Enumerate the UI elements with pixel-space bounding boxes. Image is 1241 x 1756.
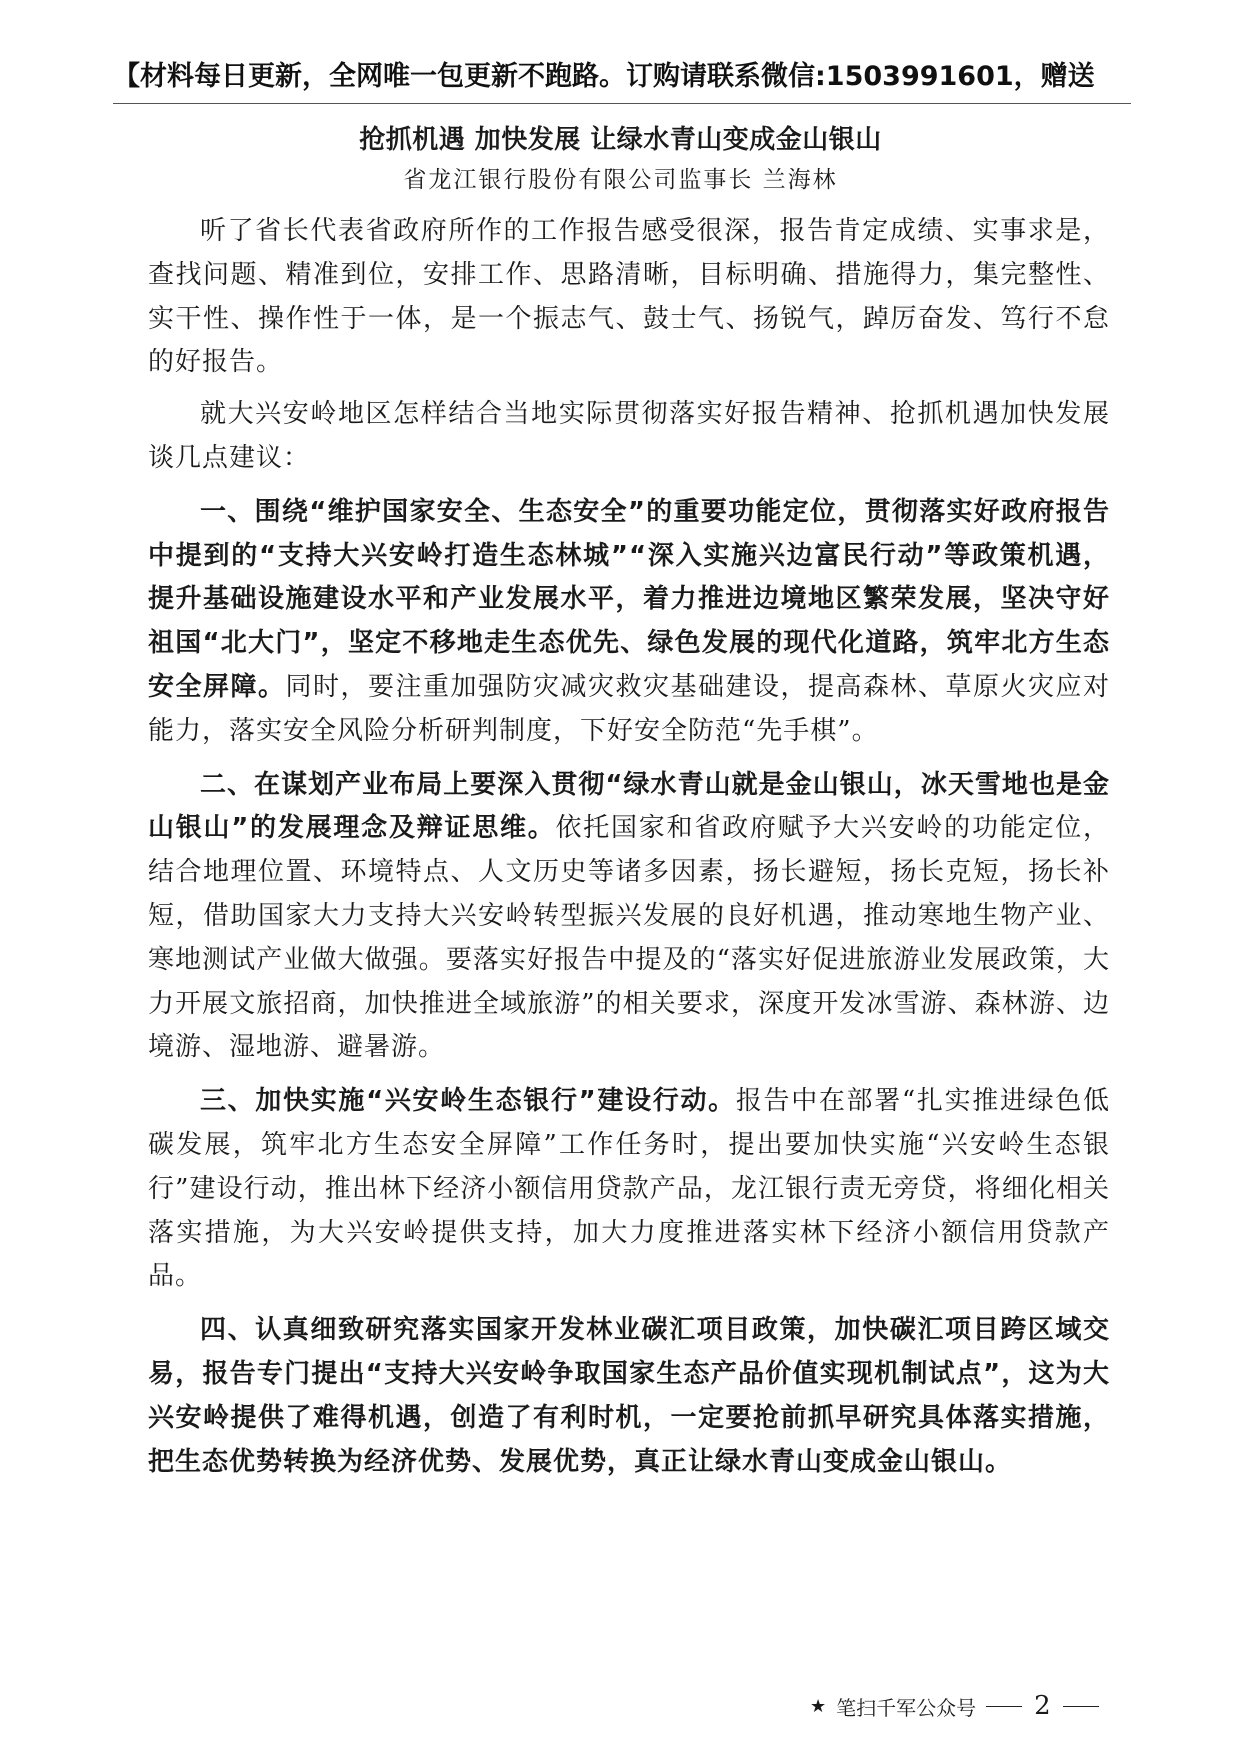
paragraph-text: 就大兴安岭地区怎样结合当地实际贯彻落实好报告精神、抢抓机遇加快发展谈几点建议： [148,399,1110,473]
paragraph-lead: 四、认真细致研究落实国家开发林业碳汇项目政策，加快碳汇项目跨区域交易，报告专门提出“支持大兴安岭争取国家生态产品价值实现机制试点”，这为大兴安岭提供了难得机遇，创造了有利时机，一定要抢前抓早研究具体落实措施，把生态优势转换为经济优势、发展优势，真正让绿水青山变成金山银山。 [148,1315,1110,1477]
document-title: 抢抓机遇 加快发展 让绿水青山变成金山银山 [359,125,882,155]
paragraph-text: 听了省长代表省政府所作的工作报告感受很深，报告肯定成绩、实事求是，查找问题、精准到位，安排工作、思路清晰，目标明确、措施得力，集完整性、实干性、操作性于一体，是一个振志气、鼓士气、扬锐气，踔厉奋发、笃行不怠的好报告。 [148,216,1110,378]
paragraph-text: 同时，要注重加强防灾减灾救灾基础建设，提高森林、草原火灾应对能力，落实安全风险分析研判制度，下好安全防范“先手棋”。 [148,671,1110,746]
paragraph-text: 依托国家和省政府赋予大兴安岭的功能定位，结合地理位置、环境特点、人文历史等诸多因素，扬长避短，扬长克短，扬长补短，借助国家大力支持大兴安岭转型振兴发展的良好机遇，推动寒地生物产业、寒地测试产业做大做强。要落实好报告中提及的“落实好促进旅游业发展政策，大力开展文旅招商，加快推进全域旅游”的相关要求，深度开发冰雪游、森林游、边境游、湿地游、避暑游。 [148,813,1110,1063]
header-banner: 【材料每日更新，全网唯一包更新不跑路。订购请联系微信:1503991601，赠送 [113,61,1095,92]
footer-source: 笔扫千军公众号 [836,1695,977,1720]
paragraph-lead: 一、围绕“维护国家安全、生态安全”的重要功能定位，贯彻落实好政府报告中提到的“支持大兴安岭打造生态林城”“深入实施兴边富民行动”等政策机遇，提升基础设施建设水平和产业发展水平，着力推进边境地区繁荣发展，坚决守好祖国“北大门”，坚定不移地走生态优先、绿色发展的现代化道路，筑牢北方生态安全屏障。 [148,496,1110,702]
paragraph-suggestions-intro [148,393,1110,481]
star-icon: ★ [810,1695,827,1717]
document-author: 省龙江银行股份有限公司监事长 兰海林 [403,167,838,193]
paragraph-lead: 三、加快实施“兴安岭生态银行”建设行动。 [200,1086,736,1117]
paragraph-point-four [148,1309,1110,1484]
paragraph-text: 报告中在部署“扎实推进绿色低碳发展，筑牢北方生态安全屏障”工作任务时，提出要加快实施“兴安岭生态银行”建设行动，推出林下经济小额信用贷款产品，龙江银行责无旁贷，将细化相关落实措施，为大兴安岭提供支持，加大力度推进落实林下经济小额信用贷款产品。 [148,1086,1110,1292]
footer-dash-left [986,1706,1022,1707]
paragraph-point-two [148,764,1110,1071]
paragraph-lead: 二、在谋划产业布局上要深入贯彻“绿水青山就是金山银山，冰天雪地也是金山银山”的发展理念及辩证思维。 [148,769,1110,844]
paragraph-point-three [148,1080,1110,1299]
page-footer [810,1686,1099,1726]
document-body [148,210,1110,1484]
header-divider [113,103,1131,104]
footer-dash-right [1063,1706,1099,1707]
paragraph-point-one [148,491,1110,754]
paragraph-intro [148,210,1110,385]
page-number: 2 [1034,1691,1051,1721]
